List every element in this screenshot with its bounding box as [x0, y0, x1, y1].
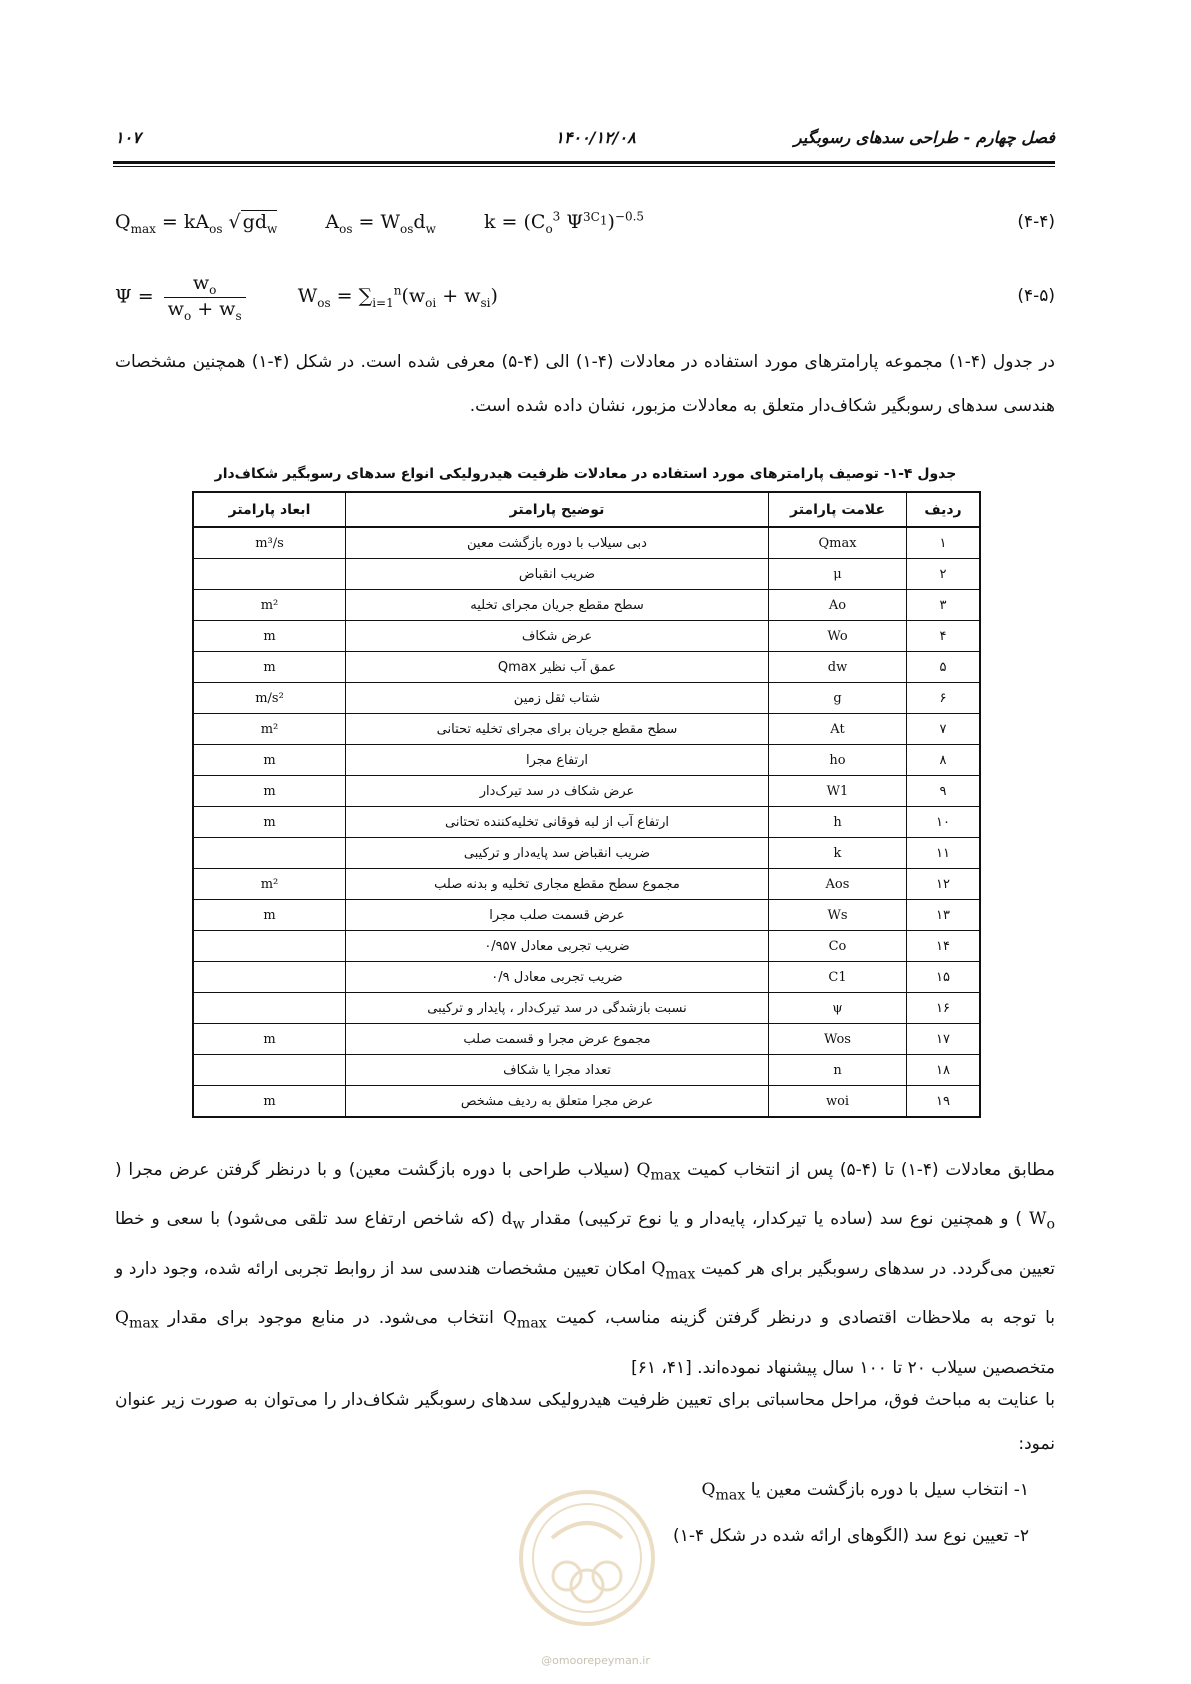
table-cell: m [193, 745, 346, 776]
table-cell: ۱۹ [907, 1086, 981, 1118]
header-rule-thin [113, 166, 1055, 167]
table-cell: ۶ [907, 683, 981, 714]
table-cell: ۹ [907, 776, 981, 807]
table-row [193, 962, 980, 993]
table-cell: ۱۰ [907, 807, 981, 838]
table-cell: ۳ [907, 590, 981, 621]
table-row [193, 993, 980, 1024]
qmax-symbol: $Q_{max}$ [502, 1308, 547, 1332]
table-cell: m [193, 900, 346, 931]
table-cell: At [769, 714, 907, 745]
header-date: ۱۴۰۰/۱۲/۰۸ [555, 128, 636, 147]
table-cell: مجموع سطح مقطع مجاری تخلیه و بدنه صلب [346, 869, 769, 900]
table-cell: ۷ [907, 714, 981, 745]
table-row [193, 621, 980, 652]
equation-number: (۴-۴) [1017, 212, 1055, 232]
table-cell [193, 962, 346, 993]
table-row [193, 900, 980, 931]
table-cell [193, 838, 346, 869]
table-cell: μ [769, 559, 907, 590]
table-header-row [193, 492, 980, 527]
dw-symbol: $d_w$ [501, 1209, 525, 1233]
table-cell: ضریب تجربی معادل ۰/۹ [346, 962, 769, 993]
table-cell: ho [769, 745, 907, 776]
table-cell: woi [769, 1086, 907, 1118]
equation-4-5: Ψ = $\frac{w_o}{w_o + w_s}$ $W_{os} = \sum_{i=1}^n(w_{oi} + w_{si})$ [115, 272, 498, 323]
table-cell: W1 [769, 776, 907, 807]
qmax-symbol: $Q_{max}$ [651, 1258, 696, 1283]
table-cell: m [193, 1024, 346, 1055]
table-row [193, 745, 980, 776]
table-cell: ۱۲ [907, 869, 981, 900]
table-cell: ψ [769, 993, 907, 1024]
table-cell: سطح مقطع جریان برای مجرای تخلیه تحتانی [346, 714, 769, 745]
table-cell: ۱۸ [907, 1055, 981, 1086]
table-cell: ضریب انقباض [346, 559, 769, 590]
table-cell: عرض شکاف در سد تیرک‌دار [346, 776, 769, 807]
table-cell [193, 993, 346, 1024]
table-row [193, 776, 980, 807]
table-cell: سطح مقطع جریان مجرای تخلیه [346, 590, 769, 621]
table-cell: Co [769, 931, 907, 962]
wo-symbol: $W_o$ [1028, 1209, 1055, 1233]
table-cell [193, 559, 346, 590]
page-number: ۱۰۷ [115, 128, 141, 147]
steps-paragraph: با عنایت به مباحث فوق، مراحل محاسباتی برای تعیین ظرفیت هیدرولیکی سدهای رسوبگیر شکاف‌دار را می‌توان به صورت زیر عنوان نمود: [115, 1390, 1055, 1454]
table-cell: ۱۳ [907, 900, 981, 931]
watermark-seal-icon [512, 1478, 662, 1648]
list-item: ۱- انتخاب سیل با دوره بازگشت معین یا $Q_{max}$ [701, 1480, 1029, 1504]
table-cell: Qmax [769, 527, 907, 559]
table-cell: C1 [769, 962, 907, 993]
table-cell: ضریب تجربی معادل ۰/۹۵۷ [346, 931, 769, 962]
column-header: ردیف [907, 492, 981, 527]
table-cell: m² [193, 590, 346, 621]
table-cell: ۴ [907, 621, 981, 652]
table-caption: جدول ۴-۱- توصیف پارامترهای مورد استفاده در معادلات ظرفیت هیدرولیکی انواع سدهای رسوبگیر شکاف‌دار [214, 466, 957, 482]
table-cell: عرض قسمت صلب مجرا [346, 900, 769, 931]
qmax-symbol: $Q_{max}$ [115, 1308, 159, 1332]
table-cell: عمق آب نظیر Qmax [346, 652, 769, 683]
table-row [193, 590, 980, 621]
table-cell: m² [193, 869, 346, 900]
table-row [193, 1086, 980, 1118]
qmax-symbol: $Q_{max}$ [636, 1160, 681, 1184]
table-cell: ضریب انقباض سد پایه‌دار و ترکیبی [346, 838, 769, 869]
table-cell: m³/s [193, 527, 346, 559]
table-cell [193, 931, 346, 962]
table-cell: ۱ [907, 527, 981, 559]
table-row [193, 527, 980, 559]
table-cell: ۵ [907, 652, 981, 683]
parameters-table [192, 491, 981, 1118]
table-cell: ۱۵ [907, 962, 981, 993]
table-cell: h [769, 807, 907, 838]
table-cell: ۱۶ [907, 993, 981, 1024]
table-row [193, 652, 980, 683]
table-cell: k [769, 838, 907, 869]
watermark-url: @omoorepeyman.ir [541, 1654, 650, 1667]
table-cell: ۱۴ [907, 931, 981, 962]
table-cell: ۸ [907, 745, 981, 776]
table-row [193, 1055, 980, 1086]
table-cell: m [193, 621, 346, 652]
table-row [193, 869, 980, 900]
table-cell: m² [193, 714, 346, 745]
intro-paragraph: در جدول (۴-۱) مجموعه پارامترهای مورد استفاده در معادلات (۴-۱) الی (۴-۵) معرفی شده است. در شکل (۴-۱) همچنین مشخصات هندسی سدهای رسوبگیر شکاف‌دار متعلق به معادلات مزبور، نشان داده شده است. [115, 352, 1055, 416]
table-cell: مجموع عرض مجرا و قسمت صلب [346, 1024, 769, 1055]
table-cell: m [193, 652, 346, 683]
table-cell: ارتفاع آب از لبه فوقانی تخلیه‌کننده تحتانی [346, 807, 769, 838]
table-cell: dw [769, 652, 907, 683]
table-cell: n [769, 1055, 907, 1086]
table-cell: شتاب ثقل زمین [346, 683, 769, 714]
table-row [193, 559, 980, 590]
table-row [193, 683, 980, 714]
table-cell: نسبت بازشدگی در سد تیرک‌دار ، پایدار و ترکیبی [346, 993, 769, 1024]
qmax-symbol: $Q_{max}$ [701, 1480, 746, 1504]
chapter-title: فصل چهارم - طراحی سدهای رسوبگیر [793, 128, 1055, 147]
table-cell: Wos [769, 1024, 907, 1055]
table-cell: m/s² [193, 683, 346, 714]
equation-4-4: $Q_{max} = kA_{os}$ √ $gd_w$ $A_{os} = W_{os}d_w$ $k = (C_o^3$ $\Psi^{3C_1})^{-0.5}$ [115, 210, 645, 237]
table-cell: Ao [769, 590, 907, 621]
table-cell: تعداد مجرا یا شکاف [346, 1055, 769, 1086]
table-row [193, 838, 980, 869]
table-cell: ارتفاع مجرا [346, 745, 769, 776]
table-cell: Ws [769, 900, 907, 931]
table-cell: ۱۷ [907, 1024, 981, 1055]
table-cell: عرض شکاف [346, 621, 769, 652]
table-cell: Aos [769, 869, 907, 900]
equation-number: (۴-۵) [1017, 286, 1055, 306]
table-cell: m [193, 1086, 346, 1118]
table-row [193, 931, 980, 962]
table-cell: دبی سیلاب با دوره بازگشت معین [346, 527, 769, 559]
table-cell: ۱۱ [907, 838, 981, 869]
table-cell: m [193, 807, 346, 838]
table-row [193, 1024, 980, 1055]
column-header: توضیح پارامتر [346, 492, 769, 527]
list-item: ۲- تعیین نوع سد (الگوهای ارائه شده در شکل ۴-۱) [673, 1526, 1029, 1546]
column-header: علامت پارامتر [769, 492, 907, 527]
table-cell: ۲ [907, 559, 981, 590]
table-cell [193, 1055, 346, 1086]
table-cell: Wo [769, 621, 907, 652]
table-cell: g [769, 683, 907, 714]
table-row [193, 807, 980, 838]
table-cell: عرض مجرا متعلق به ردیف مشخص [346, 1086, 769, 1118]
column-header: ابعاد پارامتر [193, 492, 346, 527]
body-paragraph: مطابق معادلات (۴-۱) تا (۴-۵) پس از انتخاب کمیت $Q_{max}$ (سیلاب طراحی با دوره بازگشت معین) و با درنظر گرفتن عرض مجرا ( $W_o$ ) و همچنین نوع سد (ساده یا تیرکدار، پایه‌دار و یا نوع ترکیبی) مقدار $d_w$ (که شاخص ارتفاع سد تلقی می‌شود) با سعی و خطا تعیین می‌گردد. در سدهای رسوبگیر برای هر کمیت $Q_{max}$ امکان تعیین مشخصات هندسی سد از روابط تجربی ارائه شده، وجود دارد و با توجه به ملاحظات اقتصادی و درنظر گرفتن گزینه مناسب، کمیت $Q_{max}$ انتخاب می‌شود. در منابع موجود برای مقدار $Q_{max}$ متخصصین سیلاب ۲۰ تا ۱۰۰ سال پیشنهاد نموده‌اند. [۴۱، ۶۱] [115, 1160, 1056, 1378]
table-row [193, 714, 980, 745]
header-rule [113, 161, 1055, 164]
table-cell: m [193, 776, 346, 807]
